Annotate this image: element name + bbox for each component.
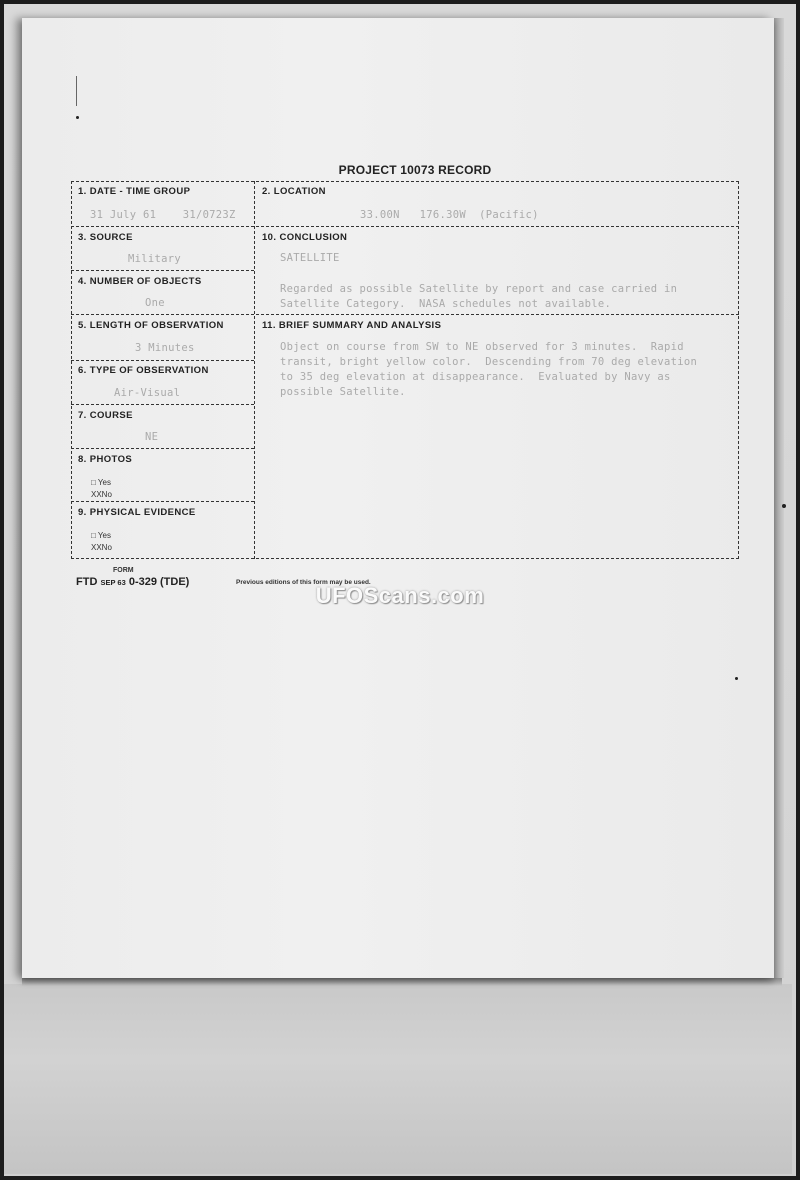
physical-evidence-option-yes-label: Yes xyxy=(97,531,111,540)
row-divider xyxy=(71,404,254,405)
photos-option-yes xyxy=(91,478,111,487)
scan-mark xyxy=(76,76,77,106)
summary-text-line: possible Satellite. xyxy=(280,386,406,398)
conclusion-text-line: Satellite Category. NASA schedules not available. xyxy=(280,298,612,310)
summary-text-line: Object on course from SW to NE observed for 3 minutes. Rapid xyxy=(280,341,684,353)
physical-evidence-option-yes xyxy=(91,531,111,540)
conclusion-text-line: Regarded as possible Satellite by report and case carried in xyxy=(280,283,678,295)
course-value: NE xyxy=(145,431,159,443)
date-time-group-value: 31 July 61 31/0723Z xyxy=(90,209,236,221)
date-time-group-label: 1. DATE - TIME GROUP xyxy=(78,186,191,197)
form-title: PROJECT 10073 RECORD xyxy=(338,163,492,177)
source-value: Military xyxy=(128,253,181,265)
physical-evidence-option-no xyxy=(91,543,112,552)
physical-evidence-label: 9. PHYSICAL EVIDENCE xyxy=(78,507,196,518)
form-footer-note: Previous editions of this form may be used. xyxy=(236,579,371,586)
footer-number: 0-329 (TDE) xyxy=(128,576,190,588)
location-value: 33.00N 176.30W (Pacific) xyxy=(360,209,539,221)
watermark: UFOScans.com xyxy=(315,583,485,608)
source-label: 3. SOURCE xyxy=(78,232,133,243)
number-of-objects-label: 4. NUMBER OF OBJECTS xyxy=(78,276,202,287)
scan-speck xyxy=(76,116,79,119)
form-footer-label: FORM xyxy=(113,567,134,574)
photos-option-yes-label: Yes xyxy=(97,478,111,487)
type-of-observation-label: 6. TYPE OF OBSERVATION xyxy=(78,365,209,376)
summary-text-line: to 35 deg elevation at disappearance. Evaluated by Navy as xyxy=(280,371,671,383)
checkbox-x-mark-icon: XX xyxy=(91,490,102,499)
row-divider xyxy=(71,501,254,502)
type-of-observation-value: Air-Visual xyxy=(114,387,181,399)
photos-option-no-label: No xyxy=(101,490,112,499)
photos-label: 8. PHOTOS xyxy=(78,454,133,465)
row-divider xyxy=(71,360,254,361)
physical-evidence-option-no-label: No xyxy=(101,543,112,552)
footer-ftd: FTD xyxy=(76,576,98,588)
paper-shadow xyxy=(22,978,782,986)
checkbox-empty-icon: □ xyxy=(91,478,96,487)
scan-speck xyxy=(782,504,786,508)
row-divider xyxy=(71,226,739,227)
scanner-bed-strip xyxy=(4,984,792,1174)
location-label: 2. LOCATION xyxy=(262,186,326,197)
conclusion-value: SATELLITE xyxy=(280,252,340,264)
paper-shadow xyxy=(774,18,784,978)
row-divider xyxy=(71,270,254,271)
summary-text-line: transit, bright yellow color. Descending from 70 deg elevation xyxy=(280,356,698,368)
length-of-observation-value: 3 Minutes xyxy=(135,342,195,354)
photos-option-no xyxy=(91,490,112,499)
row-divider xyxy=(71,448,254,449)
form-footer-id xyxy=(76,576,189,588)
checkbox-x-mark-icon: XX xyxy=(91,543,102,552)
number-of-objects-value: One xyxy=(145,297,165,309)
conclusion-label: 10. CONCLUSION xyxy=(262,232,348,243)
scan-speck xyxy=(735,677,738,680)
footer-date: SEP 63 xyxy=(100,578,126,587)
course-label: 7. COURSE xyxy=(78,410,133,421)
row-divider xyxy=(71,314,739,315)
checkbox-empty-icon: □ xyxy=(91,531,96,540)
column-divider xyxy=(254,181,255,559)
summary-label: 11. BRIEF SUMMARY AND ANALYSIS xyxy=(262,320,442,331)
length-of-observation-label: 5. LENGTH OF OBSERVATION xyxy=(78,320,224,331)
